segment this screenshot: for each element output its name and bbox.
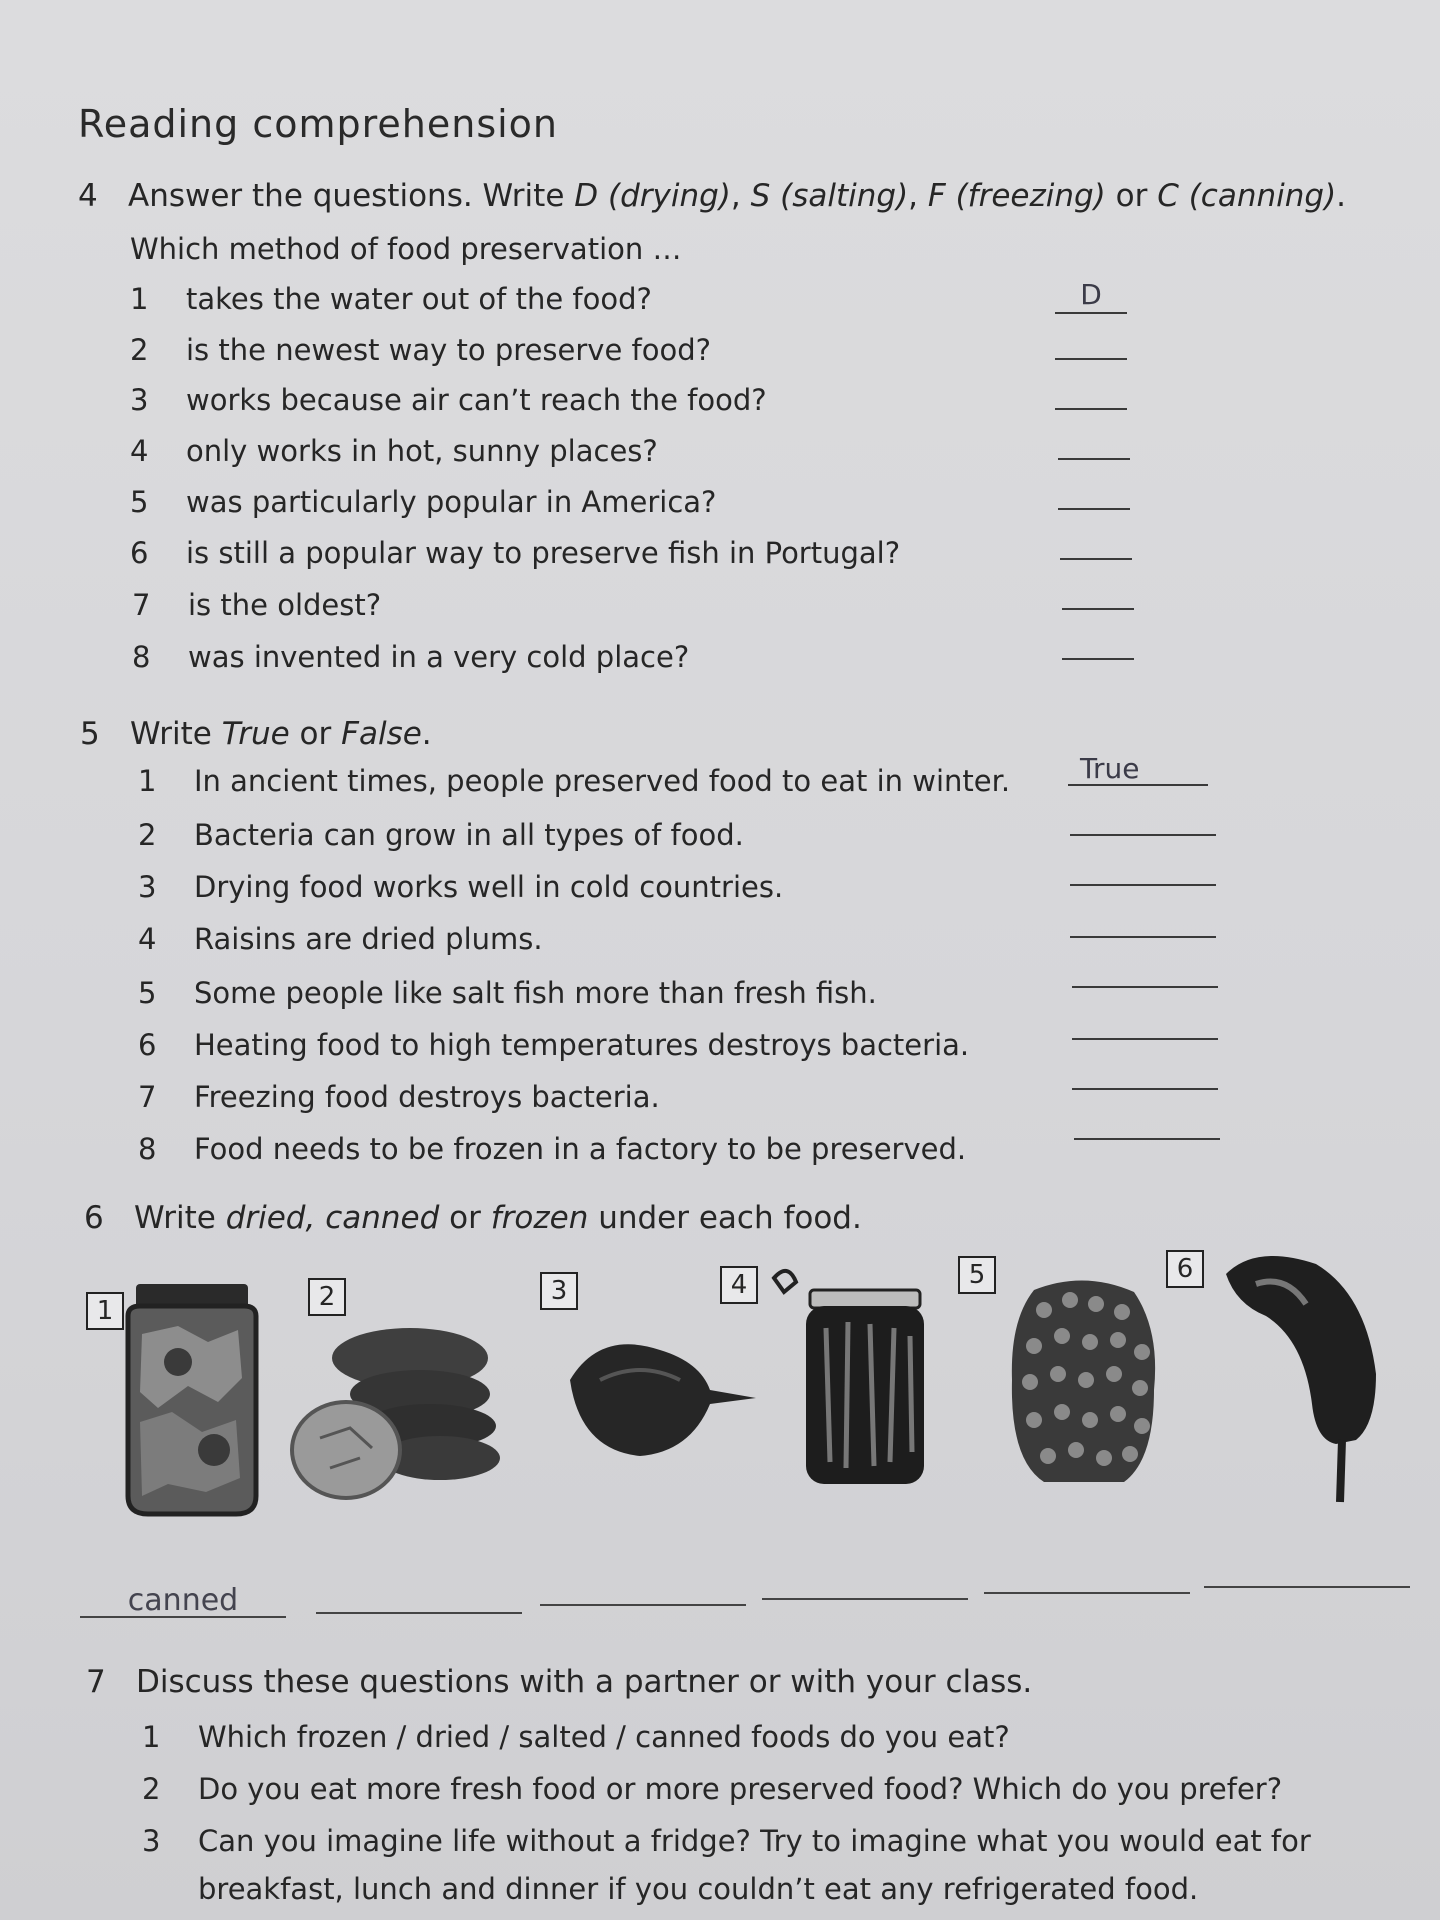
option-freezing: F (freezing) [927,178,1106,214]
item-text: Food needs to be frozen in a factory to be preserved. [194,1132,967,1166]
food-answer-blank[interactable] [762,1568,968,1600]
statement-item [138,922,543,956]
item-number: 5 [138,976,157,1010]
answer-blank[interactable] [1072,952,1218,988]
item-number: 8 [132,640,151,674]
image-number-box: 1 [86,1292,124,1330]
statement-item [138,870,783,904]
question-item [130,333,711,367]
item-text: only works in hot, sunny places? [186,434,658,468]
statement-item [138,1028,969,1062]
pickle-jar-image [770,1262,940,1492]
option-false: False [341,716,422,752]
answer-blank[interactable]: D [1055,278,1127,314]
option-true: True [221,716,290,752]
item-text: is still a popular way to preserve fish in Portugal? [186,536,901,570]
dried-fish-image [560,1320,760,1470]
statement-item [138,818,744,852]
food-answer-blank[interactable] [984,1562,1190,1594]
item-number: 2 [130,333,149,367]
food-answer-blank[interactable] [1204,1556,1410,1588]
question-item [130,434,658,468]
instruction-text: . [1336,178,1347,214]
item-text: Do you eat more fresh food or more preserved food? Which do you prefer? [198,1772,1283,1806]
item-number: 6 [138,1028,157,1062]
instruction-text: or [439,1200,491,1236]
statement-item [138,1132,966,1166]
exercise-4-stem: Which method of food preservation … [130,232,682,266]
image-number-box: 2 [308,1278,346,1316]
answer-blank[interactable] [1072,1004,1218,1040]
canned-jar-image [118,1282,266,1522]
image-number-box: 6 [1166,1250,1204,1288]
answer-blank[interactable] [1058,424,1130,460]
item-text: Which frozen / dried / salted / canned foods do you eat? [198,1720,1010,1754]
item-number: 4 [138,922,157,956]
instruction-text: or [1105,178,1158,214]
food-answer-blank[interactable] [540,1574,746,1606]
statement-item [138,976,877,1010]
item-text: was invented in a very cold place? [188,640,690,674]
answer-blank[interactable] [1055,324,1127,360]
food-answer-blank[interactable] [316,1582,522,1614]
item-number: 2 [142,1772,161,1806]
item-number: 7 [138,1080,157,1114]
item-number: 2 [138,818,157,852]
image-number-box: 4 [720,1266,758,1304]
item-number: 3 [130,383,149,417]
aubergine-image [1216,1244,1380,1506]
option-words: dried, canned [225,1200,440,1236]
option-frozen: frozen [490,1200,589,1236]
item-number: 8 [138,1132,157,1166]
item-text: was particularly popular in America? [186,485,717,519]
question-item [132,640,689,674]
question-item [130,383,767,417]
answer-blank[interactable] [1072,1054,1218,1090]
answer-blank[interactable] [1060,524,1132,560]
item-text: Raisins are dried plums. [194,922,543,956]
instruction-text: Answer the questions. Write [128,178,575,214]
item-text: Drying food works well in cold countries. [194,870,784,904]
item-text: is the newest way to preserve food? [186,333,712,367]
item-number: 7 [132,588,151,622]
question-item [130,485,716,519]
exercise-number: 6 [84,1200,104,1236]
answer-blank[interactable] [1070,902,1216,938]
image-number-box: 3 [540,1272,578,1310]
exercise-4-instruction: 4 Answer the questions. Write D (drying), S (salting), F (freezing) or C (canning). [78,178,1347,214]
item-text: Can you imagine life without a fridge? Try to imagine what you would eat for [198,1824,1311,1858]
item-number: 3 [138,870,157,904]
item-number: 3 [142,1824,161,1858]
item-text: Heating food to high temperatures destroys bacteria. [194,1028,970,1062]
item-number: 5 [130,485,149,519]
discussion-item [142,1824,1311,1858]
item-text: works because air can’t reach the food? [186,383,767,417]
answer-blank[interactable] [1058,474,1130,510]
answer-blank[interactable] [1070,800,1216,836]
item-text: takes the water out of the food? [186,282,652,316]
item-number: 1 [130,282,149,316]
item-text: is the oldest? [188,588,382,622]
item-text: Bacteria can grow in all types of food. [194,818,744,852]
answer-blank[interactable] [1055,374,1127,410]
discussion-item [142,1720,1010,1754]
dried-fruit-image [290,1308,510,1508]
item-text: In ancient times, people preserved food to eat in winter. [194,764,1011,798]
question-item [130,536,900,570]
item-number: 1 [142,1720,161,1754]
exercise-5-instruction [80,716,432,752]
item-number: 6 [130,536,149,570]
answer-blank[interactable] [1074,1104,1220,1140]
discussion-item [142,1772,1282,1806]
statement-item [138,764,1010,798]
instruction-text: . [421,716,432,752]
option-canning: C (canning) [1157,178,1337,214]
exercise-number: 7 [86,1664,106,1700]
food-answer-blank[interactable]: canned [80,1586,286,1618]
instruction-text: Discuss these questions with a partner or with your class. [136,1664,1033,1700]
question-item [130,282,652,316]
exercise-number: 5 [80,716,100,752]
exercise-number: 4 [78,178,98,214]
item-number: 4 [130,434,149,468]
exercise-7-instruction [86,1664,1032,1700]
item-text: Some people like salt fish more than fresh fish. [194,976,877,1010]
instruction-text: or [289,716,342,752]
item-number: 1 [138,764,157,798]
image-number-box: 5 [958,1256,996,1294]
answer-blank[interactable] [1062,624,1134,660]
item-text: breakfast, lunch and dinner if you couldn’t eat any refrigerated food. [198,1872,1199,1906]
section-title: Reading comprehension [78,102,559,146]
discussion-item-continued [142,1872,1198,1906]
question-item [132,588,381,622]
instruction-text: Write [134,1200,226,1236]
option-salting: S (salting) [750,178,909,214]
instruction-text: under each food. [588,1200,862,1236]
answer-blank[interactable]: True [1068,752,1208,786]
statement-item [138,1080,660,1114]
answer-blank[interactable] [1070,850,1216,886]
item-text: Freezing food destroys bacteria. [194,1080,660,1114]
option-drying: D (drying) [574,178,731,214]
exercise-6-instruction [84,1200,862,1236]
answer-blank[interactable] [1062,574,1134,610]
frozen-peas-image [1004,1270,1164,1490]
instruction-text: Write [130,716,222,752]
